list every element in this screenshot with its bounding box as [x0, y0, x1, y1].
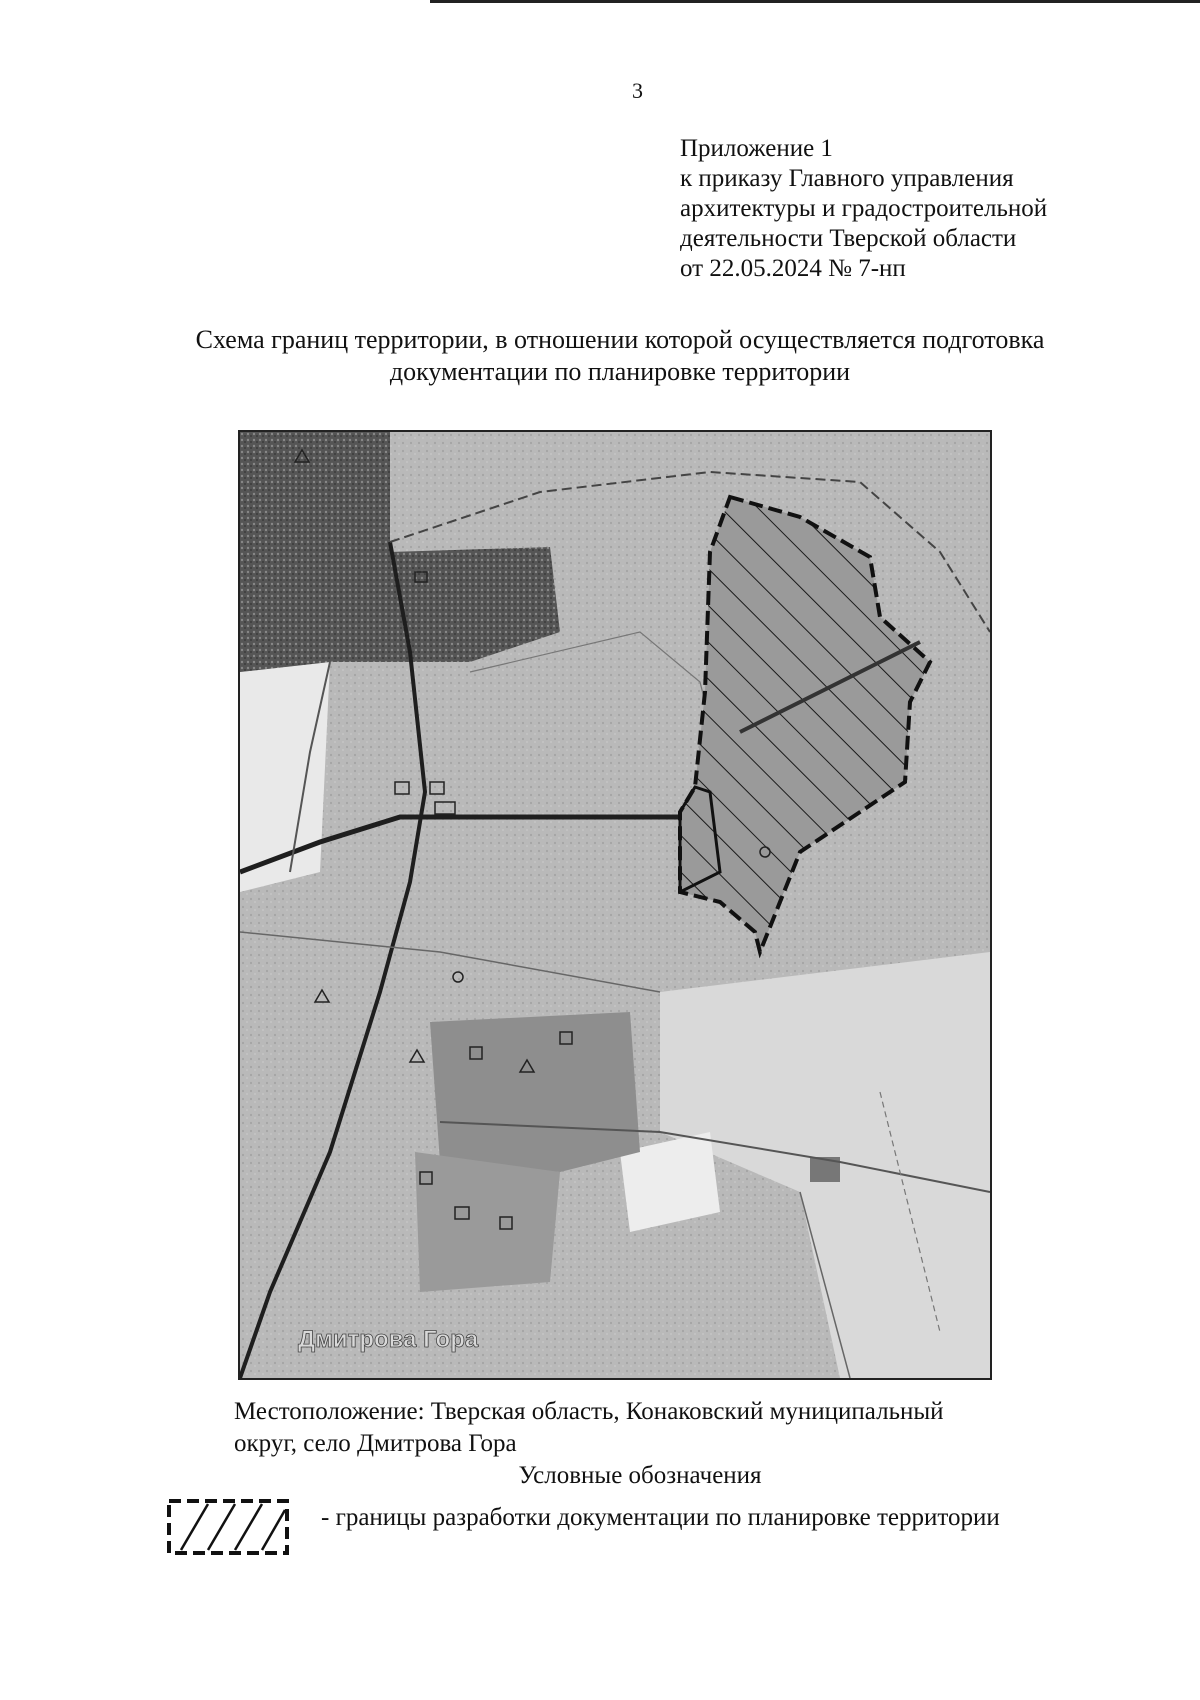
title-line-1: Схема границ территории, в отношении которой осуществляется подготовка — [195, 325, 1045, 354]
location-line-2: округ, село Дмитрова Гора — [234, 1430, 517, 1457]
page-number: 3 — [632, 78, 643, 103]
appendix-line: деятельности Тверской области — [680, 225, 1017, 252]
appendix-line: Приложение 1 — [680, 135, 833, 162]
appendix-line: от 22.05.2024 № 7-нп — [680, 255, 906, 282]
legend-heading: Условные обозначения — [518, 1462, 762, 1489]
top-rule — [430, 0, 1200, 3]
hatched-boundary-icon — [166, 1498, 290, 1556]
location-line-1: Местоположение: Тверская область, Конаковский муниципальный — [234, 1398, 944, 1425]
legend-item — [166, 1498, 1166, 1558]
document-title — [120, 324, 1120, 388]
territory-map — [238, 430, 992, 1380]
appendix-line: архитектуры и градостроительной — [680, 195, 1048, 222]
map-graphic — [240, 432, 990, 1378]
appendix-block — [680, 134, 1180, 284]
appendix-line: к приказу Главного управления — [680, 165, 1014, 192]
legend-label: - границы разработки документации по планировке территории — [321, 1504, 1000, 1531]
settlement-block — [415, 1152, 560, 1292]
settlement-block — [430, 1012, 640, 1172]
title-line-2: документации по планировке территории — [389, 357, 851, 386]
location-text — [234, 1396, 1134, 1460]
settlement-label: Дмитрова Гора — [298, 1326, 479, 1353]
